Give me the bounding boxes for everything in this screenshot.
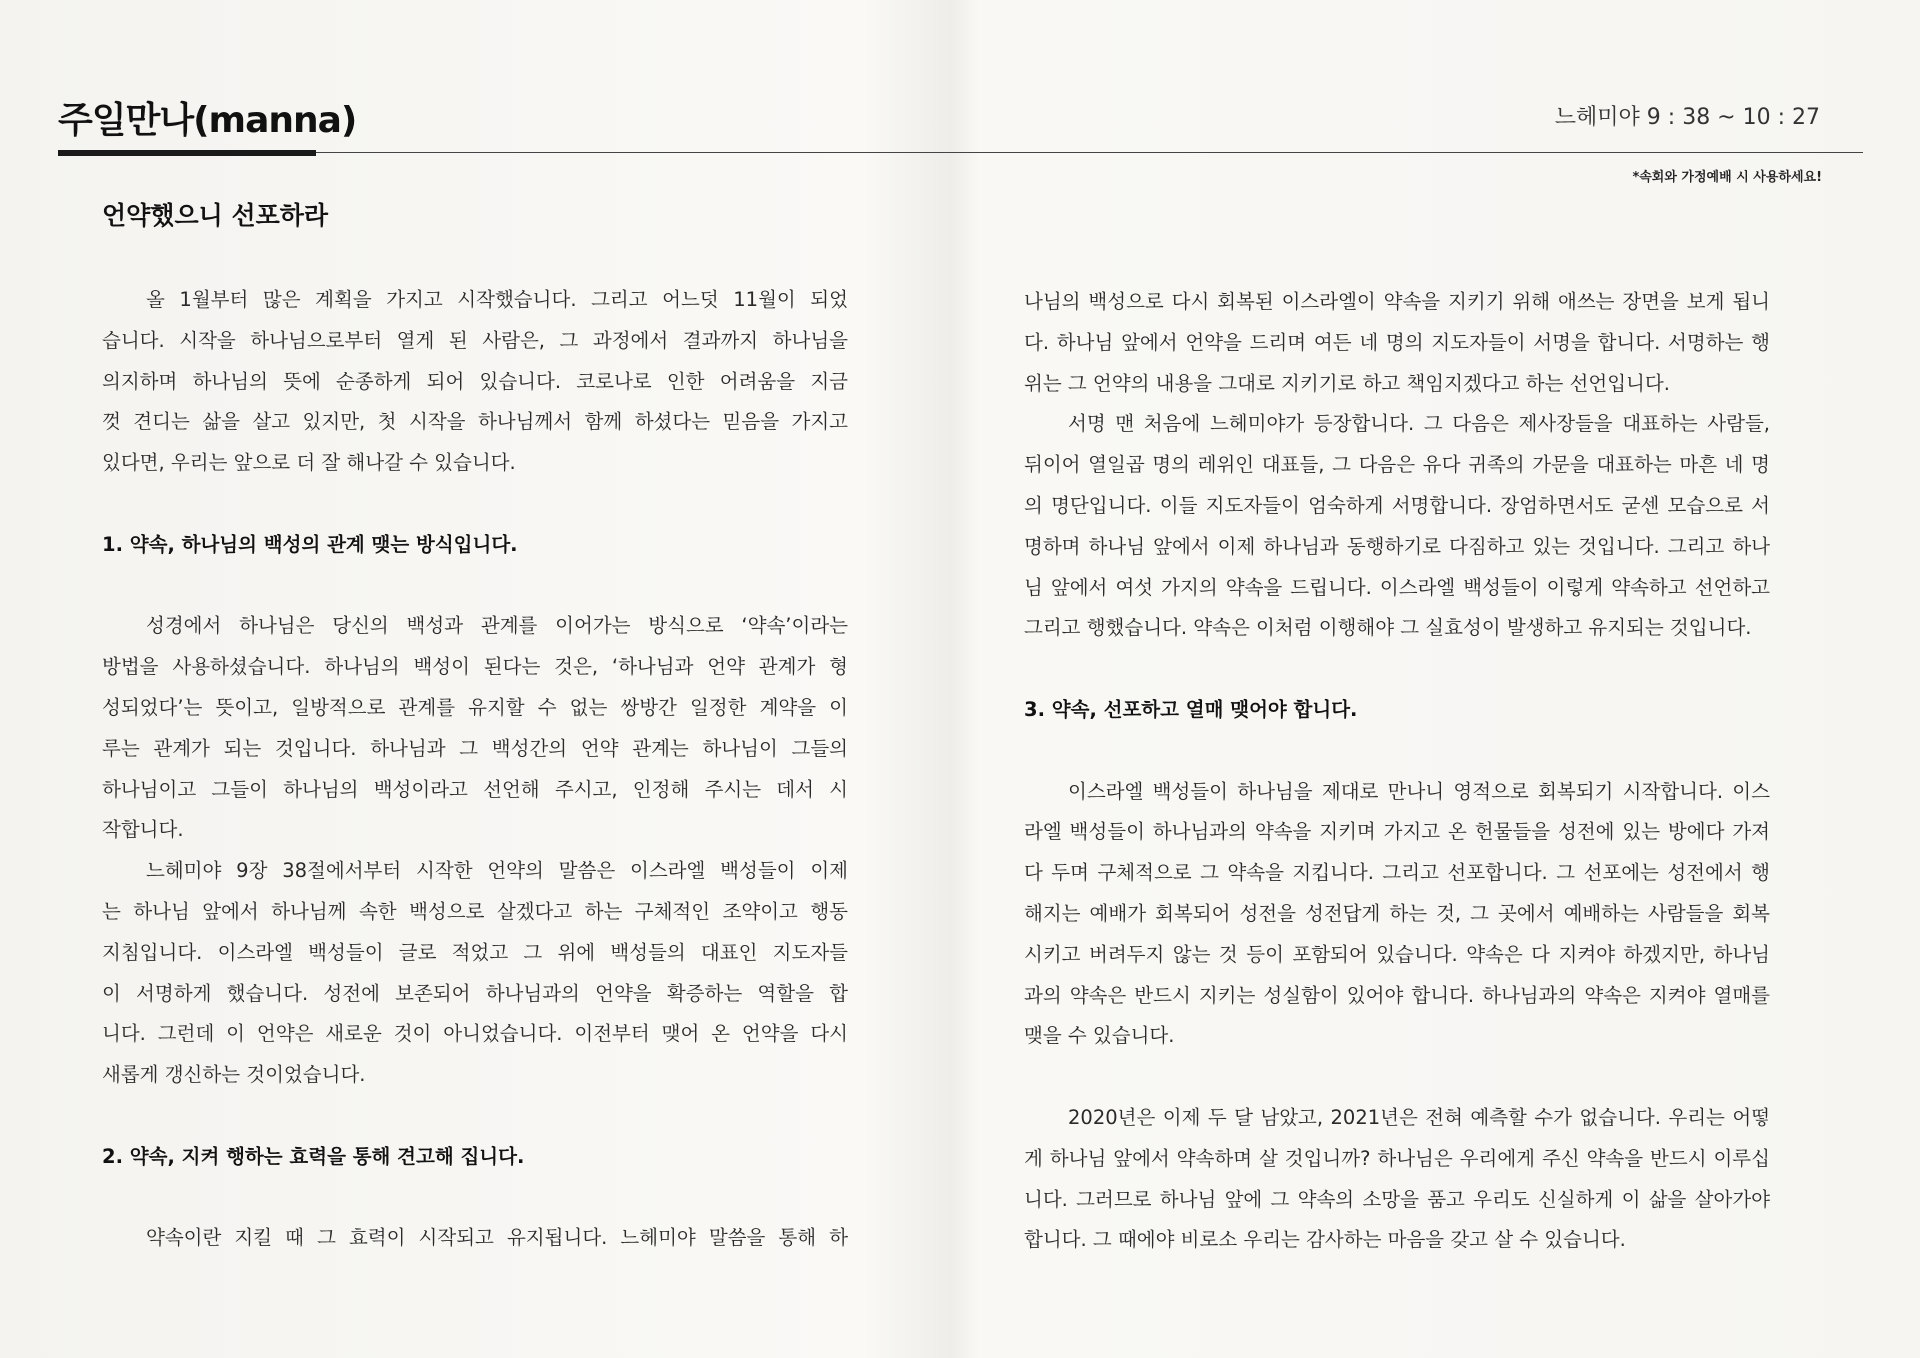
header-divider xyxy=(58,152,1863,153)
text-line: 방법을 사용하셨습니다. 하나님의 백성이 된다는 것은, ‘하나님과 언약 관계가 형 xyxy=(102,655,848,679)
paragraph-gap xyxy=(102,1178,848,1219)
bulletin-title: 주일만나(manna) xyxy=(58,100,357,141)
text-line: 껏 견디는 삶을 살고 있지만, 첫 시작을 하나님께서 함께 하셨다는 믿음을 가지고 xyxy=(102,410,848,434)
section-1-heading: 1. 약속, 하나님의 백성의 관계 맺는 방식입니다. xyxy=(102,532,518,556)
left-column xyxy=(102,280,848,1259)
text-line: 있다면, 우리는 앞으로 더 잘 해나갈 수 있습니다. xyxy=(102,451,516,475)
text-line: 맺을 수 있습니다. xyxy=(1024,1024,1175,1048)
text-line: 의지하며 하나님의 뜻에 순종하게 되어 있습니다. 코로나로 인한 어려움을 지금 xyxy=(102,369,848,393)
section-2-heading: 2. 약속, 지켜 행하는 효력을 통해 견고해 집니다. xyxy=(102,1144,525,1168)
text-line: 이스라엘 백성들이 하나님을 제대로 만나니 영적으로 회복되기 시작합니다. 이스 xyxy=(1068,779,1770,803)
text-line: 2020년은 이제 두 달 남았고, 2021년은 전혀 예측할 수가 없습니다. 우리는 어떻 xyxy=(1068,1105,1770,1129)
text-line: 는 하나님 앞에서 하나님께 속한 백성으로 살겠다고 하는 구체적인 조약이고 행동 xyxy=(102,899,848,923)
section-2-paragraph-1 xyxy=(102,1218,848,1259)
text-line: 해지는 예배가 회복되어 성전을 성전답게 하는 것, 그 곳에서 예배하는 사람들을 회복 xyxy=(1024,901,1770,925)
text-line: 뒤이어 열일곱 명의 레위인 대표들, 그 다음은 유다 귀족의 가문을 대표하는 마흔 네 명 xyxy=(1024,453,1770,477)
header-accent-bar xyxy=(58,150,316,156)
text-line: 루는 관계가 되는 것입니다. 하나님과 그 백성간의 언약 관계는 하나님이 그들의 xyxy=(102,736,848,760)
paragraph-gap xyxy=(1024,731,1770,772)
text-line: 위는 그 언약의 내용을 그대로 지키기로 하고 책임지겠다고 하는 선언입니다. xyxy=(1024,371,1670,395)
paragraph-gap xyxy=(102,484,848,525)
text-line: 성경에서 하나님은 당신의 백성과 관계를 이어가는 방식으로 ‘약속’이라는 xyxy=(146,614,848,638)
text-line: 습니다. 시작을 하나님으로부터 열게 된 사람은, 그 과정에서 결과까지 하나님을 xyxy=(102,328,848,352)
text-line: 라엘 백성들이 하나님과의 약속을 지키며 가지고 온 헌물들을 성전에 있는 방에다 가져 xyxy=(1024,820,1770,844)
paragraph-gap xyxy=(1024,649,1770,690)
text-line: 성되었다’는 뜻이고, 일방적으로 관계를 유지할 수 없는 쌍방간 일정한 계약을 이 xyxy=(102,695,848,719)
text-line: 올 1월부터 많은 계획을 가지고 시작했습니다. 그리고 어느덧 11월이 되었 xyxy=(146,288,848,311)
text-line: 지침입니다. 이스라엘 백성들이 글로 적었고 그 위에 백성들의 대표인 지도자들 xyxy=(102,940,848,964)
text-line: 명하며 하나님 앞에서 이제 하나님과 동행하기로 다짐하고 있는 것입니다. 그리고 하나 xyxy=(1024,534,1770,558)
continued-paragraph xyxy=(1024,282,1770,404)
text-line: 그리고 행했습니다. 약속은 이처럼 이행해야 그 실효성이 발생하고 유지되는 것입니다. xyxy=(1024,616,1752,640)
text-line: 합니다. 그 때에야 비로소 우리는 감사하는 마음을 갖고 살 수 있습니다. xyxy=(1024,1228,1626,1252)
text-line: 나님의 백성으로 다시 회복된 이스라엘이 약속을 지키기 위해 애쓰는 장면을 보게 됩니 xyxy=(1024,290,1770,313)
section-3-heading: 3. 약속, 선포하고 열매 맺어야 합니다. xyxy=(1024,697,1358,721)
scripture-reference: 느헤미야 9 : 38 ~ 10 : 27 xyxy=(1554,105,1820,130)
signing-paragraph xyxy=(1024,404,1770,649)
text-line: 이 서명하게 했습니다. 성전에 보존되어 하나님과의 언약을 확증하는 역할을 합 xyxy=(102,981,848,1005)
text-line: 게 하나님 앞에서 약속하며 살 것입니까? 하나님은 우리에게 주신 약속을 반드시 이루십 xyxy=(1024,1146,1770,1170)
text-line: 니다. 그런데 이 언약은 새로운 것이 아니었습니다. 이전부터 맺어 온 언약을 다시 xyxy=(102,1022,848,1046)
paragraph-gap xyxy=(102,566,848,607)
text-line: 작합니다. xyxy=(102,818,184,842)
text-line: 과의 약속은 반드시 지키는 성실함이 있어야 합니다. 하나님과의 약속은 지켜야 열매를 xyxy=(1024,983,1770,1007)
section-3-paragraph-1 xyxy=(1024,772,1770,1058)
text-line: 의 명단입니다. 이들 지도자들이 엄숙하게 서명합니다. 장엄하면서도 굳센 모습으로 서 xyxy=(1024,493,1770,517)
text-line: 하나님이고 그들이 하나님의 백성이라고 선언해 주시고, 인정해 주시는 데서 시 xyxy=(102,777,848,801)
section-1-paragraph-2 xyxy=(102,851,848,1096)
section-3-paragraph-2 xyxy=(1024,1098,1770,1261)
sermon-title: 언약했으니 선포하라 xyxy=(102,201,329,230)
text-line: 니다. 그러므로 하나님 앞에 그 약속의 소망을 품고 우리도 신실하게 이 삶을 살아가야 xyxy=(1024,1187,1770,1211)
text-line: 님 앞에서 여섯 가지의 약속을 드립니다. 이스라엘 백성들이 이렇게 약속하고 선언하고 xyxy=(1024,575,1770,599)
text-line: 느헤미야 9장 38절에서부터 시작한 언약의 말씀은 이스라엘 백성들이 이제 xyxy=(146,859,848,883)
text-line: 시키고 버려두지 않는 것 등이 포함되어 있습니다. 약속은 다 지켜야 하겠지만, 하나님 xyxy=(1024,942,1770,966)
text-line: 서명 맨 처음에 느헤미야가 등장합니다. 그 다음은 제사장들을 대표하는 사람들, xyxy=(1068,412,1770,436)
text-line: 새롭게 갱신하는 것이었습니다. xyxy=(102,1063,366,1087)
paragraph-gap xyxy=(1024,1057,1770,1098)
text-line: 다. 하나님 앞에서 언약을 드리며 여든 네 명의 지도자들이 서명을 합니다. 서명하는 행 xyxy=(1024,330,1770,354)
right-column xyxy=(1024,282,1770,1261)
intro-paragraph xyxy=(102,280,848,484)
section-1-paragraph-1 xyxy=(102,606,848,851)
text-line: 다 두며 구체적으로 그 약속을 지킵니다. 그리고 선포합니다. 그 선포에는 성전에서 행 xyxy=(1024,861,1770,885)
usage-note: *속회와 가정예배 시 사용하세요! xyxy=(1632,170,1822,185)
text-line: 약속이란 지킬 때 그 효력이 시작되고 유지됩니다. 느헤미야 말씀을 통해 하 xyxy=(146,1226,848,1250)
paragraph-gap xyxy=(102,1096,848,1137)
